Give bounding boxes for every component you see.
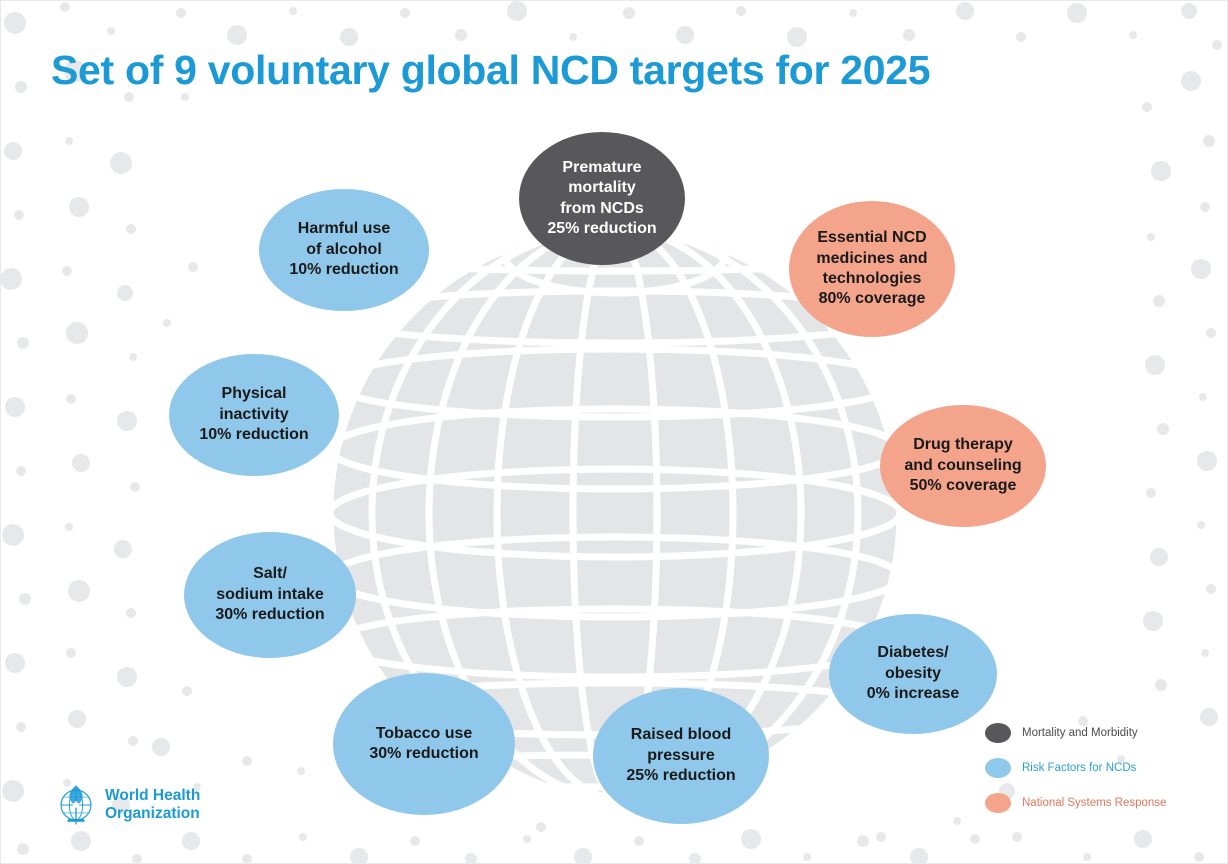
- legend-label: National Systems Response: [1022, 797, 1167, 809]
- page-title: Set of 9 voluntary global NCD targets for 2025: [51, 47, 931, 93]
- legend-swatch-icon: [985, 758, 1011, 778]
- legend-label: Mortality and Morbidity: [1022, 727, 1138, 739]
- target-line: Drug therapy: [913, 436, 1013, 454]
- target-line: 10% reduction: [199, 426, 309, 444]
- target-line: 30% reduction: [369, 745, 479, 762]
- target-line: 0% increase: [866, 685, 960, 703]
- legend-item-risk-factors: [985, 757, 1195, 779]
- target-line: 10% reduction: [289, 261, 399, 279]
- target-bubble-tobacco-use[interactable]: [333, 673, 515, 815]
- target-line: and counseling: [904, 456, 1022, 474]
- target-line: Premature: [562, 158, 642, 176]
- target-bubble-text: [337, 724, 511, 765]
- legend-swatch-icon: [985, 723, 1011, 743]
- target-bubble-essential-ncd-medicines[interactable]: [789, 201, 955, 337]
- target-bubble-text: [188, 564, 352, 625]
- who-logo-line1: World Health: [105, 786, 201, 804]
- target-line: 25% reduction: [626, 767, 736, 785]
- target-line: 30% reduction: [215, 606, 325, 624]
- target-bubble-text: [793, 228, 951, 310]
- target-line: of alcohol: [306, 240, 382, 258]
- target-line: pressure: [647, 746, 715, 764]
- target-bubble-salt-sodium-intake[interactable]: [184, 532, 356, 658]
- target-line: Tobacco use: [375, 724, 473, 742]
- target-bubble-premature-mortality[interactable]: [519, 132, 685, 265]
- target-line: Salt/: [253, 565, 287, 583]
- target-line: inactivity: [219, 405, 289, 423]
- legend-swatch-icon: [985, 793, 1011, 813]
- target-line: obesity: [884, 664, 941, 682]
- target-line: technologies: [822, 270, 922, 287]
- target-line: Raised blood: [630, 726, 732, 744]
- target-line: Physical: [221, 385, 287, 403]
- target-line: Diabetes/: [877, 644, 949, 662]
- target-bubble-diabetes-obesity[interactable]: [829, 614, 997, 734]
- target-bubble-text: [523, 158, 681, 240]
- target-line: mortality: [568, 179, 636, 197]
- who-logo-text: [105, 787, 200, 824]
- target-bubble-harmful-use-of-alcohol[interactable]: [259, 189, 429, 311]
- target-line: from NCDs: [560, 199, 644, 217]
- target-bubble-text: [263, 219, 425, 280]
- target-line: 25% reduction: [547, 219, 657, 237]
- target-line: 80% coverage: [818, 290, 926, 308]
- legend-item-national-systems: [985, 792, 1195, 814]
- who-logo-line2: Organization: [105, 805, 200, 822]
- target-line: sodium intake: [216, 585, 324, 603]
- who-logo: [54, 783, 200, 827]
- target-line: Harmful use: [297, 220, 391, 238]
- target-bubble-drug-therapy-and-counseling[interactable]: [880, 405, 1046, 527]
- target-bubble-text: [597, 725, 765, 786]
- target-bubble-text: [833, 643, 993, 704]
- target-line: Essential NCD: [817, 229, 927, 247]
- target-bubble-physical-inactivity[interactable]: [169, 354, 339, 476]
- target-line: 50% coverage: [909, 477, 1017, 495]
- target-bubble-text: [173, 384, 335, 445]
- target-bubble-text: [884, 435, 1042, 496]
- target-bubble-raised-blood-pressure[interactable]: [593, 688, 769, 824]
- legend: [985, 722, 1195, 827]
- who-emblem-icon: [54, 783, 98, 827]
- target-line: medicines and: [816, 249, 928, 267]
- legend-item-mortality: [985, 722, 1195, 744]
- legend-label: Risk Factors for NCDs: [1022, 762, 1137, 774]
